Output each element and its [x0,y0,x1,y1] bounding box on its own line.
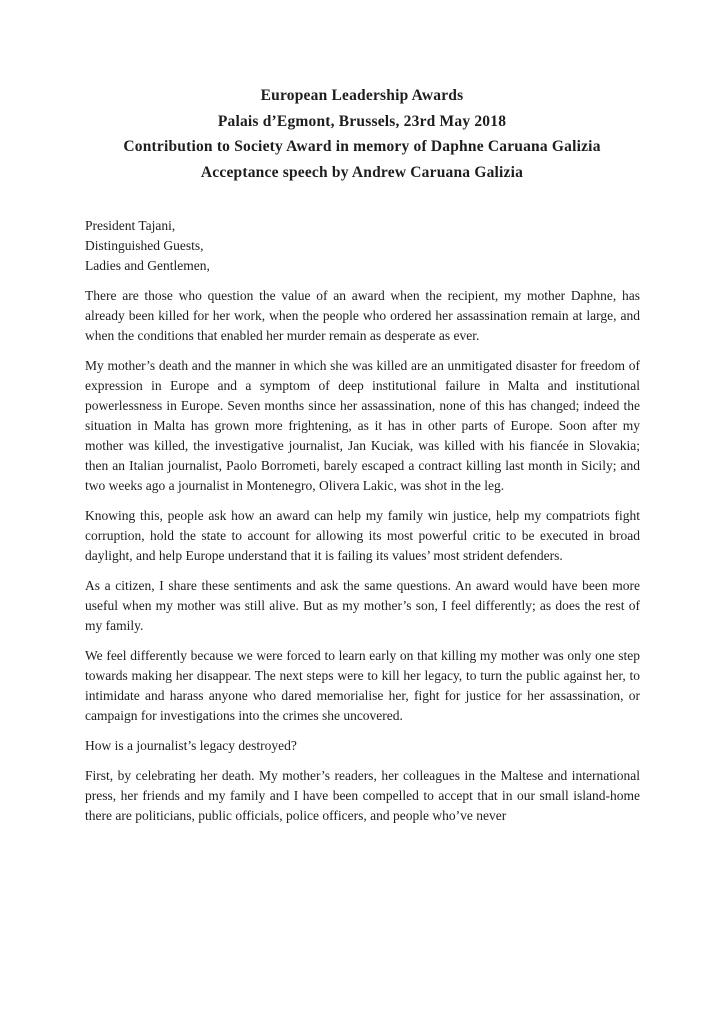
title-line-event: European Leadership Awards [260,87,464,104]
title-line-award: Contribution to Society Award in memory of Daphne Caruana Galizia [123,138,601,155]
salutation-block [85,216,640,276]
paragraph: We feel differently because we were forced to learn early on that killing my mother was only one step towards making her disappear. The next steps were to kill her legacy, to turn the public against her, to intimidate and harass anyone who dared memorialise her, fight for justice for her assassination, or campaign for investigations into the crimes she uncovered. [85,648,640,723]
document-body [85,216,640,826]
title-line-speaker: Acceptance speech by Andrew Caruana Galizia [200,163,524,181]
paragraph: There are those who question the value of an award when the recipient, my mother Daphne, has already been killed for her work, when the people who ordered her assassination remain at large, and when the conditions that enabled her murder remain as desperate as ever. [85,288,640,343]
paragraph: My mother’s death and the manner in which she was killed are an unmitigated disaster for freedom of expression in Europe and a symptom of deep institutional failure in Malta and institutional powerlessness in Europe. Seven months since her assassination, none of this has changed; indeed the situation in Malta has grown more frightening, as it has in other parts of Europe. Soon after my mother was killed, the investigative journalist, Jan Kuciak, was killed with his fiancée in Slovakia; then an Italian journalist, Paolo Borrometi, barely escaped a contract killing last month in Sicily; and two weeks ago a journalist in Montenegro, Olivera Lakic, was shot in the leg. [85,358,640,493]
document-title-block [0,0,724,185]
salutation-line: Distinguished Guests, [85,238,204,253]
paragraph-question: How is a journalist’s legacy destroyed? [85,738,297,753]
title-line-venue-date: Palais d’Egmont, Brussels, 23rd May 2018 [217,112,507,130]
paragraph: Knowing this, people ask how an award can help my family win justice, help my compatriots fight corruption, hold the state to account for allowing its most powerful critic to be executed in broad daylight, and help Europe understand that it is failing its values’ most strident defenders. [85,508,640,563]
paragraph: First, by celebrating her death. My mother’s readers, her colleagues in the Maltese and international press, her friends and my family and I have been compelled to accept that in our small island-home there are politicians, public officials, police officers, and people who’ve never [85,768,640,823]
salutation-line: President Tajani, [85,218,176,233]
paragraph: As a citizen, I share these sentiments and ask the same questions. An award would have been more useful when my mother was still alive. But as my mother’s son, I feel differently; as does the rest of my family. [85,578,640,633]
salutation-line: Ladies and Gentlemen, [85,258,210,273]
